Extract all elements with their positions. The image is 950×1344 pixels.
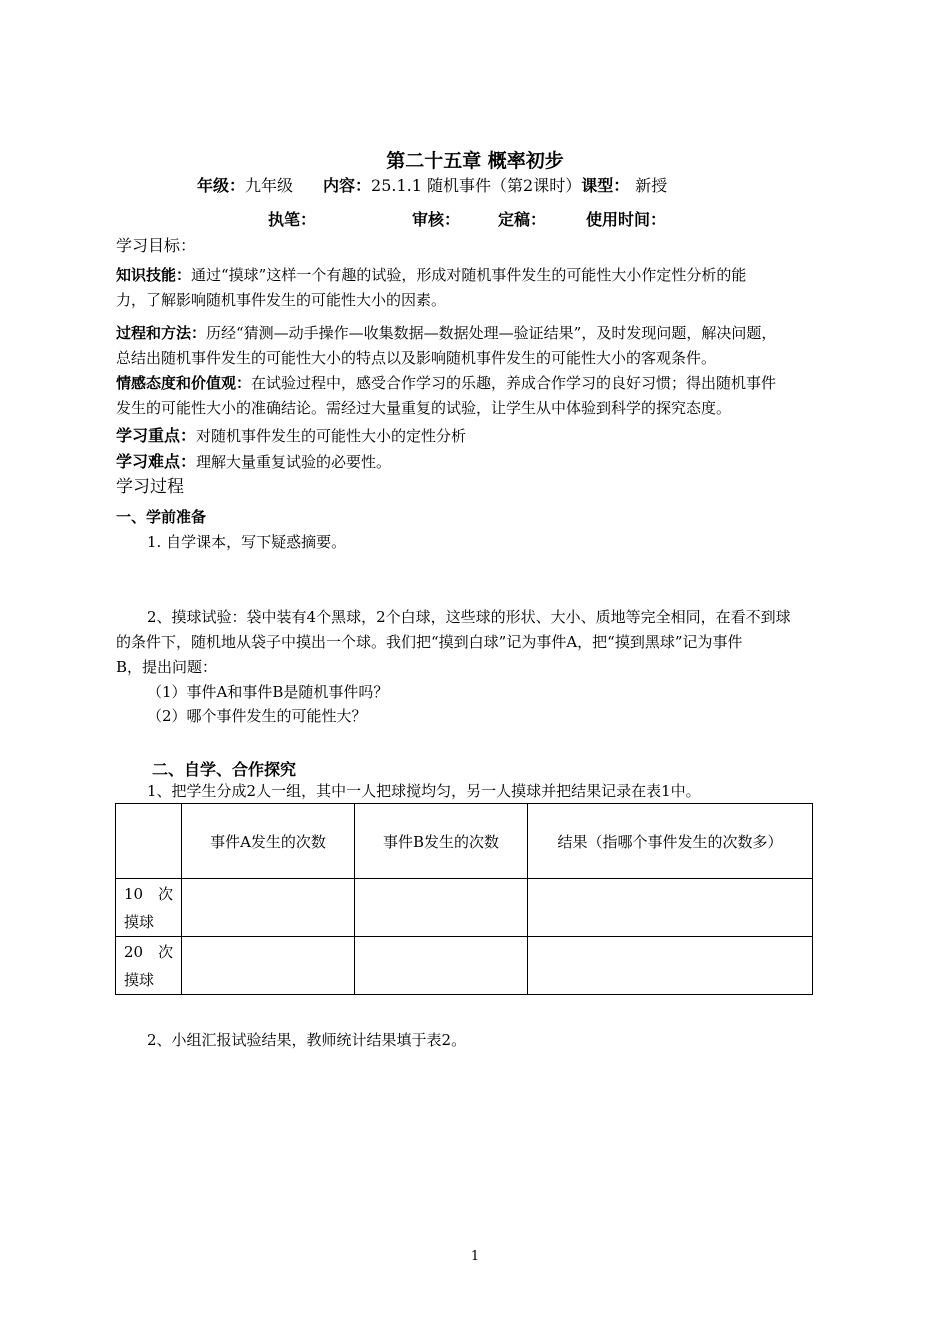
table-row bbox=[116, 937, 813, 995]
section1-item2-line1: 2、摸球试验：袋中装有4个黑球，2个白球，这些球的形状、大小、质地等完全相同，在看不到球 bbox=[147, 608, 791, 626]
knowledge-line-2: 力，了解影响随机事件发生的可能性大小的因素。 bbox=[116, 291, 447, 309]
reviewer-label: 审核： bbox=[412, 210, 461, 229]
attitude-line-1 bbox=[116, 373, 776, 393]
attitude-line-2: 发生的可能性大小的准确结论。需经过大量重复的试验，让学生从中体验到科学的探究态度。 bbox=[116, 399, 732, 417]
process-text-1: 历经“猜测—动手操作—收集数据—数据处理—验证结果”，及时发现问题，解决问题， bbox=[206, 324, 777, 342]
row-label-cell bbox=[116, 937, 182, 995]
section1-item2-line3: B，提出问题： bbox=[116, 658, 218, 676]
section2-item1: 1、把学生分成2人一组，其中一人把球搅均匀，另一人摸球并把结果记录在表1中。 bbox=[147, 782, 701, 800]
table-cell[interactable] bbox=[355, 937, 528, 995]
section1-item2-line2: 的条件下，随机地从袋子中摸出一个球。我们把“摸到白球”记为事件A，把“摸到黑球”记为事件 bbox=[116, 633, 743, 651]
final-label: 定稿： bbox=[498, 210, 547, 229]
table-header-cell: 结果（指哪个事件发生的次数多） bbox=[528, 804, 813, 879]
grade-value: 九年级 bbox=[245, 176, 294, 195]
difficulty-value: 理解大量重复试验的必要性。 bbox=[196, 453, 392, 471]
key-value: 对随机事件发生的可能性大小的定性分析 bbox=[196, 427, 467, 445]
section2-item2: 2、小组汇报试验结果，教师统计结果填于表2。 bbox=[147, 1031, 467, 1049]
row-label-line: 10 次 bbox=[124, 884, 174, 903]
row-label-cell bbox=[116, 879, 182, 937]
process-heading: 学习过程 bbox=[116, 477, 184, 497]
difficulty-line bbox=[116, 449, 391, 472]
key-point-line bbox=[116, 423, 466, 446]
attitude-text-1: 在试验过程中，感受合作学习的乐趣，养成合作学习的良好习惯；得出随机事件 bbox=[251, 374, 777, 392]
question-1: （1）事件A和事件B是随机事件吗？ bbox=[147, 683, 389, 701]
results-table-1 bbox=[115, 803, 813, 995]
grade-label: 年级： bbox=[197, 176, 246, 195]
process-label: 过程和方法： bbox=[116, 324, 207, 342]
key-label: 学习重点： bbox=[116, 426, 197, 445]
author-label: 执笔： bbox=[268, 210, 317, 229]
knowledge-label: 知识技能： bbox=[116, 266, 192, 284]
process-line-2: 总结出随机事件发生的可能性大小的特点以及影响随机事件发生的可能性大小的客观条件。 bbox=[116, 349, 717, 367]
table-cell[interactable] bbox=[528, 879, 813, 937]
row-label-line: 摸球 bbox=[124, 912, 155, 931]
section1-heading: 一、学前准备 bbox=[116, 508, 207, 526]
table-cell[interactable] bbox=[182, 937, 355, 995]
page-number: 1 bbox=[470, 1249, 480, 1264]
objectives-heading: 学习目标： bbox=[116, 236, 197, 255]
process-line-1 bbox=[116, 323, 776, 343]
page-title: 第二十五章 概率初步 bbox=[386, 150, 564, 172]
table-header-cell: 事件B发生的次数 bbox=[355, 804, 528, 879]
knowledge-text-1: 通过“摸球”这样一个有趣的试验，形成对随机事件发生的可能性大小作定性分析的能 bbox=[191, 266, 747, 284]
type-label: 课型： bbox=[581, 176, 630, 195]
content-label: 内容： bbox=[323, 176, 372, 195]
table-cell[interactable] bbox=[355, 879, 528, 937]
row-label-line: 20 次 bbox=[124, 942, 174, 961]
table-cell[interactable] bbox=[528, 937, 813, 995]
table-header-cell: 事件A发生的次数 bbox=[182, 804, 355, 879]
type-value: 新授 bbox=[635, 176, 668, 195]
attitude-label: 情感态度和价值观： bbox=[116, 374, 252, 392]
table-cell[interactable] bbox=[182, 879, 355, 937]
knowledge-line-1 bbox=[116, 265, 746, 285]
table-header-row bbox=[116, 804, 813, 879]
table-row bbox=[116, 879, 813, 937]
row-label-line: 摸球 bbox=[124, 970, 155, 989]
difficulty-label: 学习难点： bbox=[116, 452, 197, 471]
section1-item1: 1. 自学课本，写下疑惑摘要。 bbox=[147, 533, 347, 551]
content-value: 25.1.1 随机事件（第2课时） bbox=[371, 176, 582, 195]
section2-heading: 二、自学、合作探究 bbox=[152, 760, 297, 779]
meta-line-1 bbox=[197, 173, 667, 196]
table-header-cell bbox=[116, 804, 182, 879]
use-time-label: 使用时间： bbox=[586, 210, 667, 229]
question-2: （2）哪个事件发生的可能性大？ bbox=[147, 707, 367, 725]
